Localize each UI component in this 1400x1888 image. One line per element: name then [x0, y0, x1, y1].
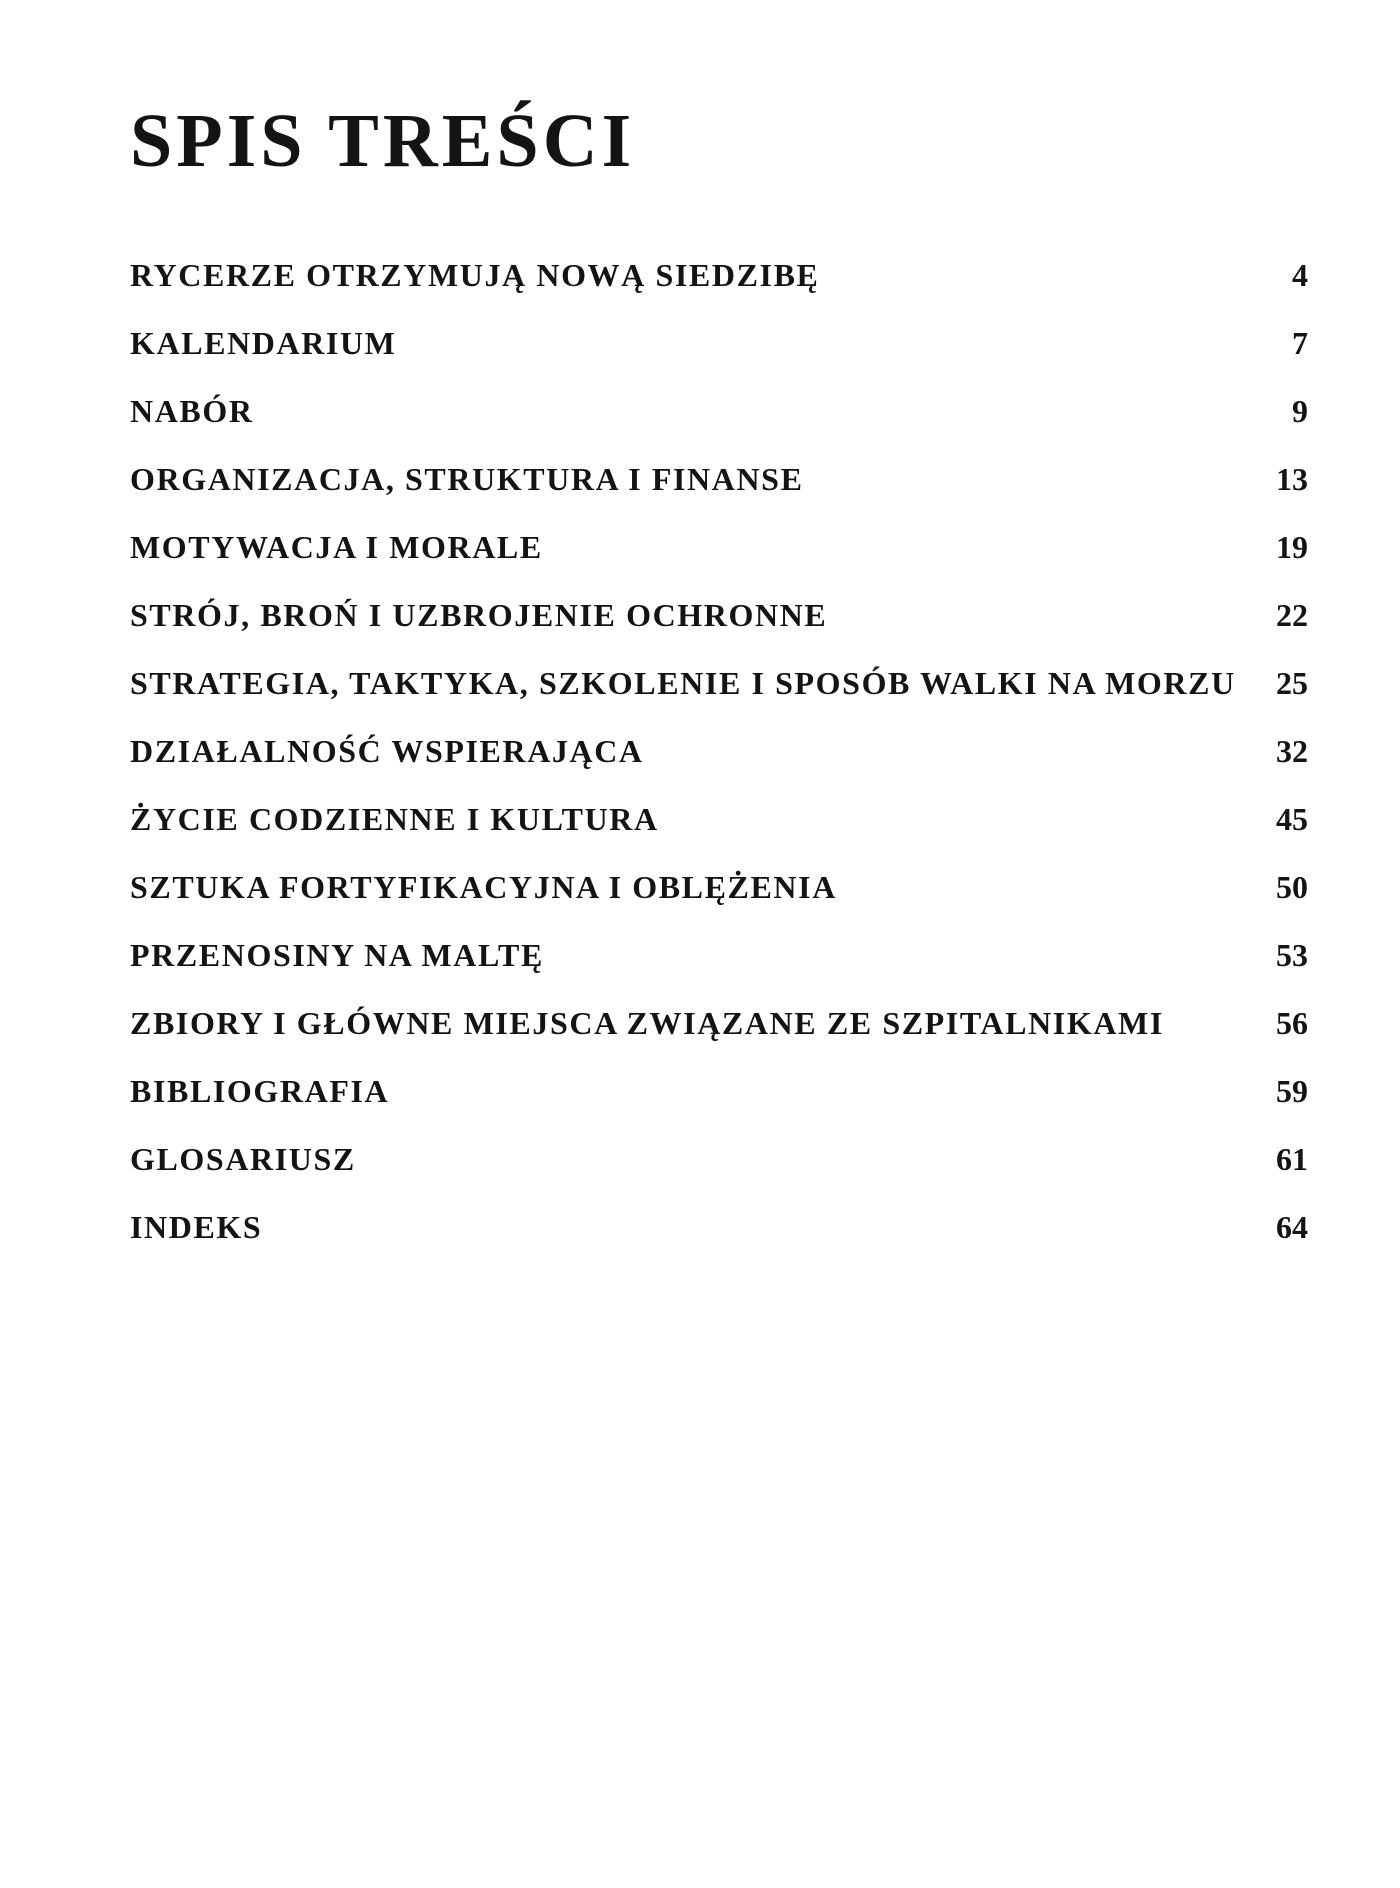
toc-entry	[130, 1132, 1308, 1200]
toc-entry-page-number: 64	[1276, 1209, 1308, 1245]
toc-entry	[130, 316, 1308, 384]
toc-entry	[130, 860, 1308, 928]
toc-entry-page-number: 7	[1292, 325, 1308, 361]
toc-entry-page-number: 50	[1276, 869, 1308, 905]
toc-entry-page-number: 22	[1276, 597, 1308, 633]
toc-entry-title: RYCERZE OTRZYMUJĄ NOWĄ SIEDZIBĘ	[130, 257, 820, 293]
toc-entry-page-number: 19	[1276, 529, 1308, 565]
toc-entry	[130, 248, 1308, 316]
toc-entry	[130, 928, 1308, 996]
toc-entry-page-number: 61	[1276, 1141, 1308, 1177]
toc-entry-title: BIBLIOGRAFIA	[130, 1073, 390, 1109]
toc-entry	[130, 996, 1308, 1064]
toc-entry-title: DZIAŁALNOŚĆ WSPIERAJĄCA	[130, 733, 644, 769]
toc-entry	[130, 1200, 1308, 1268]
toc-entry-page-number: 9	[1292, 393, 1308, 429]
table-of-contents	[130, 248, 1308, 1268]
toc-entry-page-number: 32	[1276, 733, 1308, 769]
toc-entry	[130, 656, 1308, 724]
toc-entry-page-number: 53	[1276, 937, 1308, 973]
toc-entry	[130, 452, 1308, 520]
toc-entry-title: ŻYCIE CODZIENNE I KULTURA	[130, 801, 659, 837]
toc-entry-title: NABÓR	[130, 393, 254, 429]
toc-entry-title: ORGANIZACJA, STRUKTURA I FINANSE	[130, 461, 804, 497]
toc-entry-title: SZTUKA FORTYFIKACYJNA I OBLĘŻENIA	[130, 869, 837, 905]
toc-entry-page-number: 25	[1276, 665, 1308, 701]
toc-entry-title: STRÓJ, BROŃ I UZBROJENIE OCHRONNE	[130, 597, 828, 633]
toc-entry-title: STRATEGIA, TAKTYKA, SZKOLENIE I SPOSÓB WALKI NA MORZU	[130, 665, 1236, 701]
toc-entry-title: MOTYWACJA I MORALE	[130, 529, 543, 565]
toc-entry-title: PRZENOSINY NA MALTĘ	[130, 937, 544, 973]
toc-entry	[130, 792, 1308, 860]
toc-entry-page-number: 13	[1276, 461, 1308, 497]
toc-entry	[130, 384, 1308, 452]
toc-entry-title: KALENDARIUM	[130, 325, 397, 361]
toc-entry-page-number: 59	[1276, 1073, 1308, 1109]
toc-entry-title: INDEKS	[130, 1209, 263, 1245]
page-title: SPIS TREŚCI	[130, 99, 636, 183]
toc-entry	[130, 724, 1308, 792]
toc-entry-page-number: 45	[1276, 801, 1308, 837]
toc-entry-page-number: 4	[1292, 257, 1308, 293]
toc-entry-title: GLOSARIUSZ	[130, 1141, 356, 1177]
toc-entry	[130, 588, 1308, 656]
toc-entry-page-number: 56	[1276, 1005, 1308, 1041]
toc-entry	[130, 1064, 1308, 1132]
toc-entry	[130, 520, 1308, 588]
toc-entry-title: ZBIORY I GŁÓWNE MIEJSCA ZWIĄZANE ZE SZPITALNIKAMI	[130, 1005, 1164, 1041]
